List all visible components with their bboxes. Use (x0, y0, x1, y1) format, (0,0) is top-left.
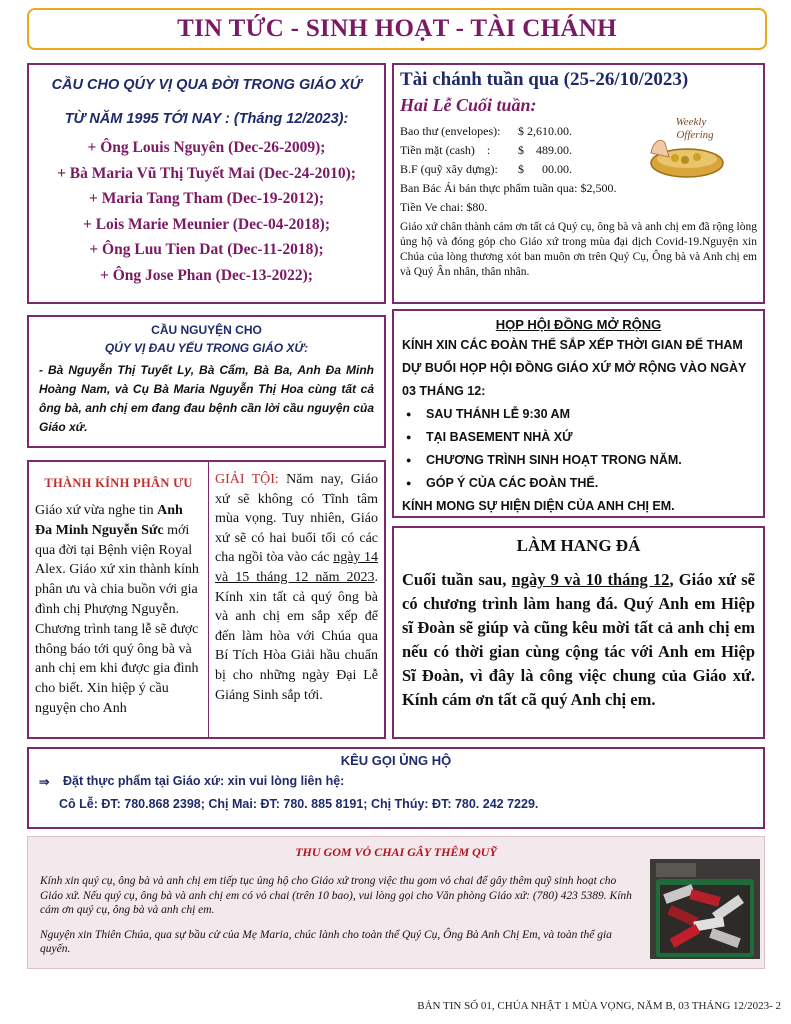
finance-row-value: $ 489.00. (518, 143, 572, 157)
confession-text: . Kính xin tất cả quý ông bà và anh chị em sắp xếp để đến làm hòa với Chúa qua Bí Tích Hòa Giải hầu chuẩn bị cho những ngày Đại Lễ Giáng Sinh sắp tới. (215, 569, 378, 703)
appeal-line1-text: Đặt thực phẩm tại Giáo xứ: xin vui lòng liên hệ: (63, 774, 345, 788)
bottle-body: Kính xin quý cụ, ông bà và anh chị em tiếp tục ủng hộ cho Giáo xứ trong việc thu gom vỏ chai để gây thêm quỹ sinh hoạt cho Giáo xứ. Nếu quý cụ, ông bà và anh chị em có vỏ chai (trên 10 bao), vui lòng gọi cho Văn phòng Giáo xứ: (780) 423 5389. Kính cám ơn quý cụ, ông bà và anh chị em. (40, 875, 632, 916)
condolence-name: Anh Đa Minh Nguyễn Sức (35, 503, 183, 538)
nativity-text: Cuối tuần sau, (402, 570, 512, 589)
meeting-item: ● SAU THÁNH LỄ 9:30 AM (402, 403, 755, 426)
deceased-name: + Maria Tang Tham (Dec-19-2012); (88, 190, 324, 207)
appeal-contacts: Cô Lễ: ĐT: 780.868 2398; Chị Mai: ĐT: 780. 885 8191; Chị Thúy: ĐT: 780. 242 7229. (59, 797, 539, 811)
sick-prayer-section (27, 315, 386, 448)
finance-title: Tài chánh tuần qua (25-26/10/2023) (400, 69, 689, 90)
deceased-title-line1: CẦU CHO QÚY VỊ QUA ĐỜI TRONG GIÁO XỨ (51, 77, 362, 93)
deceased-name: + Ông Louis Nguyên (Dec-26-2009); (87, 139, 326, 156)
condolence-column (29, 462, 209, 737)
weekly-offering-image (647, 113, 727, 183)
confession-dates: ngày 14 và 15 tháng 12 năm 2023 (215, 550, 379, 585)
finance-subtitle: Hai Lễ Cuối tuần: (400, 95, 537, 115)
bottle-title: THU GOM VỎ CHAI GÂY THÊM QUỸ (295, 845, 497, 859)
meeting-item: ● GÓP Ý CỦA CÁC ĐOÀN THỂ. (402, 472, 755, 495)
appeal-section (27, 747, 765, 829)
deceased-name: + Lois Marie Meunier (Dec-04-2018); (82, 215, 330, 233)
appeal-line1 (39, 774, 753, 789)
condolence-text: mới qua đời tại Bệnh viện Royal Alex. Giáo xứ xin thành kính phân ưu và chia buồn với gia đình chị Phượng Nguyễn. Chương trình tang lễ sẽ được thông báo tới quý ông bà và anh chị em khi được gia đình cho biết. Xin hiệp ý cầu nguyện cho Anh (35, 522, 199, 716)
nativity-dates: ngày 9 và 10 tháng 12 (511, 570, 670, 589)
nativity-title: LÀM HANG ĐÁ (516, 536, 641, 555)
deceased-title-line2: TỪ NĂM 1995 TỚI NAY : (Tháng 12/2023): (64, 111, 349, 127)
nativity-section (392, 526, 765, 739)
finance-thanks: Giáo xứ chân thành cám ơn tất cả Quý cụ, ông bà và anh chị em đã rộng lòng ủng hộ và đóng góp cho Giáo xứ trong mùa đại dịch Covid-19.Nguyện xin Chúa của lòng thương xót ban muôn ơn trên Quý Cụ, Ông bà và Anh chị em và Quý Ân nhân, thân nhân. (400, 221, 757, 278)
nativity-body (402, 568, 755, 712)
condolence-body (35, 501, 202, 719)
meeting-item: ● CHƯƠNG TRÌNH SINH HOẠT TRONG NĂM. (402, 449, 755, 472)
meeting-title: HỌP HỘI ĐỒNG MỞ RỘNG (495, 317, 662, 332)
meeting-section (392, 309, 765, 518)
finance-row-label: B.F (quỹ xây dựng): (400, 162, 498, 176)
sick-body: - Bà Nguyễn Thị Tuyết Ly, Bà Cẩm, Bà Ba, Anh Đa Minh Hoàng Nam, và Cụ Bà Maria Nguyễn Thị Hoa cùng tất cả ông bà, anh chị em đang đau bệnh cần lời cầu nguyện của Giáo xứ. (39, 363, 374, 434)
page-header (27, 8, 767, 50)
bottles-bin-image (650, 859, 760, 959)
deceased-name: + Ông Jose Phan (Dec-13-2022); (100, 266, 313, 284)
finance-row-value: $ 00.00. (518, 162, 572, 176)
offering-label-1: Weekly (675, 116, 707, 128)
footer: BẢN TIN SỐ 01, CHÚA NHẬT 1 MÙA VỌNG, NĂM B, 03 THÁNG 12/2023- 2 (417, 1000, 781, 1012)
offering-label-2: Offering (676, 129, 714, 141)
condolence-text: Giáo xứ vừa nghe tin (35, 503, 158, 518)
confession-text: Năm nay, Giáo xứ sẽ không có Tĩnh tâm mùa vọng. Tuy nhiên, Giáo xứ sẽ có hai buổi tối có các cha ngồi tòa vào các (215, 472, 378, 566)
bottle-collection-section (27, 836, 765, 969)
confession-column (209, 462, 384, 737)
confession-label: GIẢI TỘI: (215, 472, 279, 487)
meeting-item: ● TẠI BASEMENT NHÀ XỨ (402, 426, 755, 449)
sick-title-line2: QÚY VỊ ĐAU YẾU TRONG GIÁO XỨ: (104, 341, 309, 355)
page-title: TIN TỨC - SINH HOẠT - TÀI CHÁNH (177, 15, 617, 42)
meeting-closing: KÍNH MONG SỰ HIỆN DIỆN CỦA ANH CHỊ EM. (402, 499, 675, 513)
condolence-title: THÀNH KÍNH PHÂN ƯU (44, 476, 193, 490)
bottle-blessing: Nguyện xin Thiên Chúa, qua sự bầu cử của Mẹ Maria, chúc lành cho toàn thể Quý Cụ, Ông Bà Anh Chị Em, và toàn thể gia quyến. (40, 928, 612, 955)
finance-row-value: $ 2,610.00. (518, 124, 572, 138)
finance-row-label: Bao thư (envelopes): (400, 124, 501, 138)
confession-body (215, 470, 378, 705)
deceased-name: + Ông Luu Tien Dat (Dec-11-2018); (89, 241, 324, 258)
cans-total: Tiền Ve chai: $80. (400, 200, 488, 214)
finance-section (392, 63, 765, 304)
meeting-list (402, 403, 755, 495)
nativity-text: , Giáo xứ sẽ có chương trình làm hang đá. Quý Anh em Hiệp sĩ Đoàn sẽ giúp và cũng kêu mời tất cả anh chị em nếu có thời gian cùng cộng tác với Anh em Hiệp Sĩ Đoàn, vì đây là công việc chung của Giáo xứ. Kính cám ơn tất cã quý Anh chị em. (402, 570, 755, 709)
deceased-name: + Bà Maria Vũ Thị Tuyết Mai (Dec-24-2010); (57, 164, 356, 182)
food-bank-total: Ban Bác Ái bán thực phẩm tuần qua: $2,500. (400, 181, 617, 195)
condolence-confession-section (27, 460, 386, 739)
finance-row-label: Tiền mặt (cash) : (400, 143, 491, 157)
deceased-prayer-section (27, 63, 386, 304)
appeal-title: KÊU GỌI ỦNG HỘ (340, 753, 452, 768)
arrow-icon: ⇒ (39, 775, 50, 789)
meeting-intro: KÍNH XIN CÁC ĐOÀN THỂ SẮP XẾP THỜI GIAN ĐỂ THAM DỰ BUỔI HỌP HỘI ĐỒNG GIÁO XỨ MỞ RỘNG VÀO NGÀY 03 THÁNG 12: (402, 338, 747, 398)
sick-title-line1: CẦU NGUYỆN CHO (151, 323, 262, 337)
